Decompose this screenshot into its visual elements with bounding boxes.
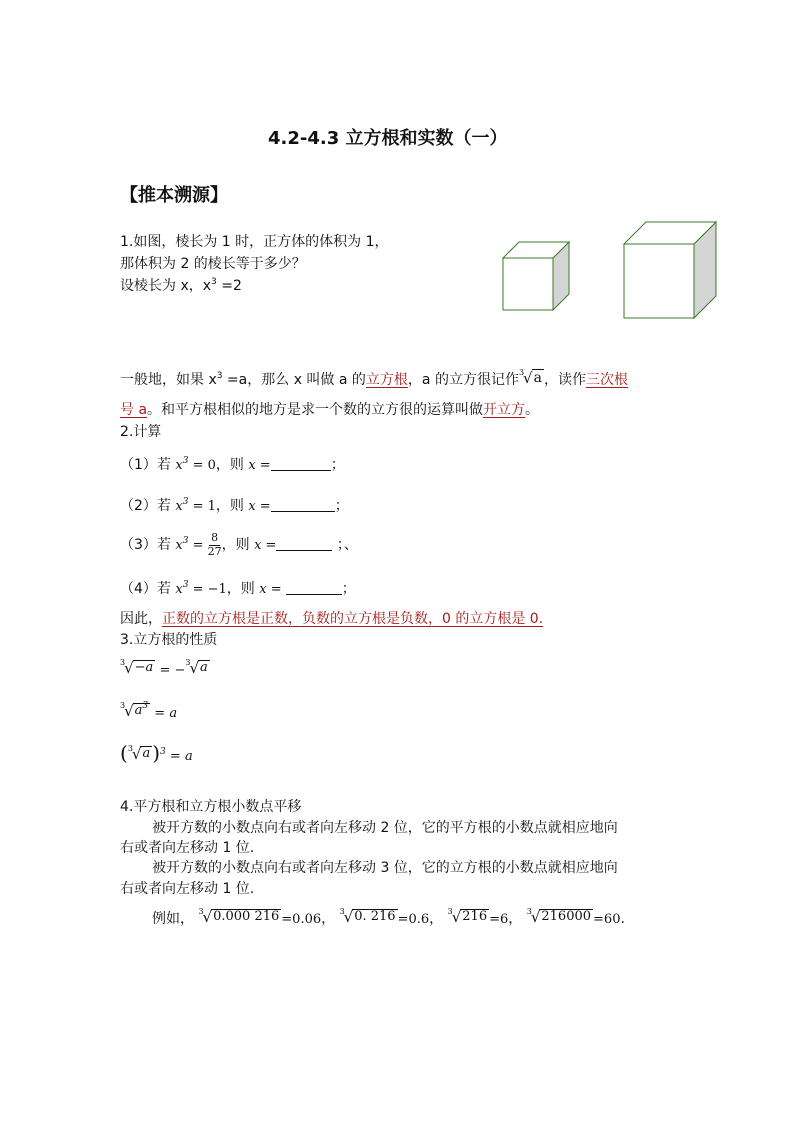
- section4-p2a: 被开方数的小数点向右或者向左移动 3 位，它的立方根的小数点就相应地向: [152, 860, 618, 876]
- examples-line: 例如， 3 √ 0.000 216 =0.06， 3 √ 0. 216 =0.6， 3 √ 216 =6， 3 √ 216000 =60.: [152, 907, 625, 927]
- example-3: 3 √ 216: [447, 907, 488, 926]
- calc-item-4: （4）若 $x^3 = -1$，则 x = ；: [120, 580, 356, 597]
- property-formula-3: ( 3 √ a )$^3$ = a: [120, 741, 193, 765]
- cube-root-symbol: 3 √ a: [518, 368, 542, 388]
- answer-blank-4[interactable]: [286, 580, 342, 595]
- q1-line1: 1.如图，棱长为 1 时，正方体的体积为 1，: [120, 234, 389, 250]
- term-read-as: 三次根: [585, 372, 628, 389]
- section2-title: 2.计算: [120, 424, 162, 440]
- conclusion-highlight: 正数的立方根是正数，负数的立方根是负数，0 的立方根是 0.: [162, 611, 544, 627]
- section4-p1b: 右或者向左移动 1 位.: [120, 840, 255, 856]
- section4-p1a: 被开方数的小数点向右或者向左移动 2 位，它的平方根的小数点就相应地向: [152, 820, 618, 836]
- property-formula-1: 3 √ −a = − 3 √ a: [120, 657, 208, 678]
- example-4: 3 √ 216000: [526, 907, 592, 926]
- conclusion: 因此，正数的立方根是正数，负数的立方根是负数，0 的立方根是 0.: [120, 611, 544, 627]
- cube-figures: [500, 220, 720, 324]
- property-formula-2: 3 √ $a^3$ = a: [120, 700, 178, 721]
- section4-p2b: 右或者向左移动 1 位.: [120, 881, 255, 897]
- calc-item-1: （1）若 $x^3 = 0$，则 x = ；: [120, 456, 345, 473]
- answer-blank-1[interactable]: [271, 456, 331, 471]
- definition-line2: 号 a。和平方根相似的地方是求一个数的立方很的运算叫做开立方。: [120, 402, 540, 418]
- large-cube: [624, 222, 716, 318]
- section3-title: 3.立方根的性质: [120, 632, 218, 648]
- term-operation: 开立方: [483, 402, 526, 418]
- answer-blank-3[interactable]: [276, 536, 332, 551]
- example-1: 3 √ 0.000 216: [198, 907, 280, 926]
- fraction-8-27: $\frac{8}{27}$: [207, 531, 222, 558]
- q1-line2: 那体积为 2 的棱长等于多少？: [120, 256, 306, 272]
- definition-line1: 一般地，如果 $x^3 =a$，那么 x 叫做 a 的立方根，a 的立方很记作 3 √ a ，读作三次根: [120, 368, 628, 389]
- calc-item-3: （3）若 $x^3$ = $\frac{8}{27}$ ，则 x = ；、: [120, 531, 358, 558]
- term-cube-root: 立方根: [365, 372, 408, 389]
- section4-title: 4.平方根和立方根小数点平移: [120, 799, 302, 815]
- answer-blank-2[interactable]: [271, 497, 335, 512]
- section-heading: 【推本溯源】: [120, 185, 228, 206]
- q1-line3: 设棱长为 x，$x^3 =2$: [120, 277, 242, 294]
- calc-item-2: （2）若 $x^3 = 1$，则 x = ；: [120, 497, 349, 514]
- small-cube: [503, 242, 569, 310]
- term-read-as-cont: 号 a: [120, 402, 148, 418]
- page-title: 4.2-4.3 立方根和实数（一）: [268, 128, 508, 149]
- example-2: 3 √ 0. 216: [339, 907, 396, 926]
